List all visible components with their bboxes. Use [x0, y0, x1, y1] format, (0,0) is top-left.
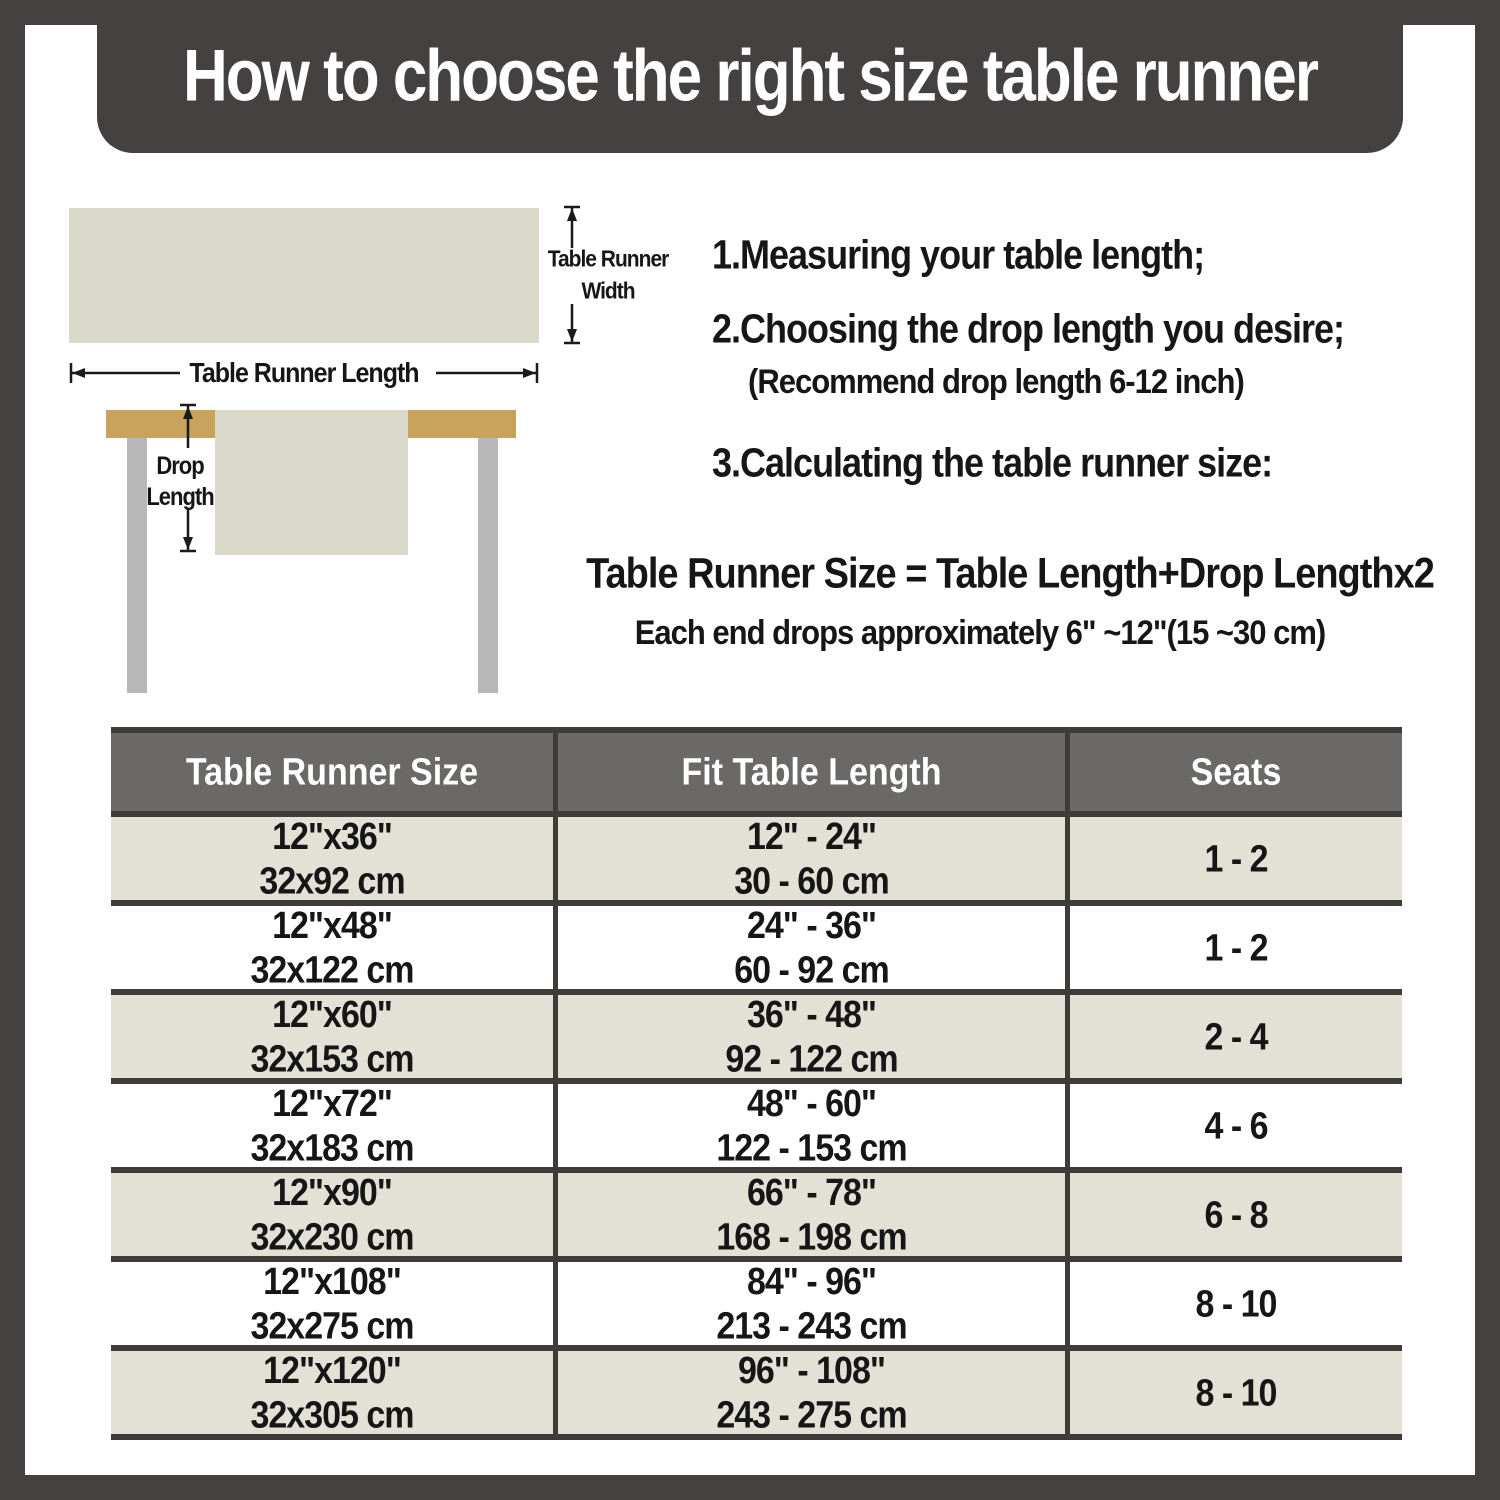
width-label-line2: Width	[581, 278, 635, 305]
cell-runner-size: 12"x90" 32x230 cm	[250, 1170, 414, 1259]
instruction-step-2-note: (Recommend drop length 6-12 inch)	[748, 361, 1244, 402]
cell-seats: 8 - 10	[1065, 1351, 1402, 1434]
cell-seats: 2 - 4	[1065, 995, 1402, 1078]
cell-seats: 1 - 2	[1065, 817, 1402, 900]
cell-runner-size: 12"x36" 32x92 cm	[259, 814, 405, 903]
table-row	[111, 1081, 1402, 1173]
instruction-step-2: 2.Choosing the drop length you desire;	[712, 305, 1345, 352]
table-leg-right	[478, 438, 498, 693]
drop-label-line1: Drop	[156, 451, 204, 480]
width-dimension-label	[542, 244, 674, 308]
drop-label-line2: Length	[146, 482, 214, 511]
cell-runner-size: 12"x60" 32x153 cm	[250, 992, 414, 1081]
drop-length-label	[142, 450, 218, 512]
header-banner	[97, 0, 1403, 153]
drop-note: Each end drops approximately 6" ~12"(15 ~30 cm)	[634, 612, 1326, 653]
table-row	[111, 1259, 1402, 1351]
cell-fit-length: 24" - 36" 60 - 92 cm	[553, 906, 1065, 989]
cell-seats: 4 - 6	[1065, 1084, 1402, 1167]
length-dimension-label: Table Runner Length	[189, 357, 419, 389]
size-chart-table	[111, 727, 1402, 1440]
cell-runner-size: 12"x108" 32x275 cm	[250, 1259, 414, 1348]
header-cell-fit-length: Fit Table Length	[553, 733, 1065, 811]
cell-seats: 1 - 2	[1065, 906, 1402, 989]
table-row	[111, 903, 1402, 995]
cell-fit-length: 84" - 96" 213 - 243 cm	[553, 1262, 1065, 1345]
runner-top-view	[69, 208, 539, 343]
cell-seats: 6 - 8	[1065, 1173, 1402, 1256]
page-title: How to choose the right size table runner	[182, 35, 1318, 118]
table-row	[111, 814, 1402, 906]
instruction-step-3: 3.Calculating the table runner size:	[712, 439, 1273, 486]
runner-drape	[215, 410, 408, 555]
table-row	[111, 992, 1402, 1084]
cell-fit-length: 66" - 78" 168 - 198 cm	[553, 1173, 1065, 1256]
cell-runner-size: 12"x120" 32x305 cm	[250, 1348, 414, 1437]
header-cell-seats: Seats	[1065, 733, 1402, 811]
cell-fit-length: 48" - 60" 122 - 153 cm	[553, 1084, 1065, 1167]
cell-fit-length: 96" - 108" 243 - 275 cm	[553, 1351, 1065, 1434]
table-row	[111, 1348, 1402, 1440]
cell-fit-length: 12" - 24" 30 - 60 cm	[553, 817, 1065, 900]
table-header-row	[111, 733, 1402, 817]
cell-runner-size: 12"x72" 32x183 cm	[250, 1081, 414, 1170]
table-row	[111, 1170, 1402, 1262]
size-formula: Table Runner Size = Table Length+Drop Lengthx2	[586, 550, 1434, 598]
header-cell-size: Table Runner Size	[185, 750, 479, 794]
cell-seats: 8 - 10	[1065, 1262, 1402, 1345]
cell-fit-length: 36" - 48" 92 - 122 cm	[553, 995, 1065, 1078]
width-label-line1: Table Runner	[547, 246, 669, 273]
cell-runner-size: 12"x48" 32x122 cm	[250, 903, 414, 992]
instruction-step-1: 1.Measuring your table length;	[712, 231, 1205, 278]
